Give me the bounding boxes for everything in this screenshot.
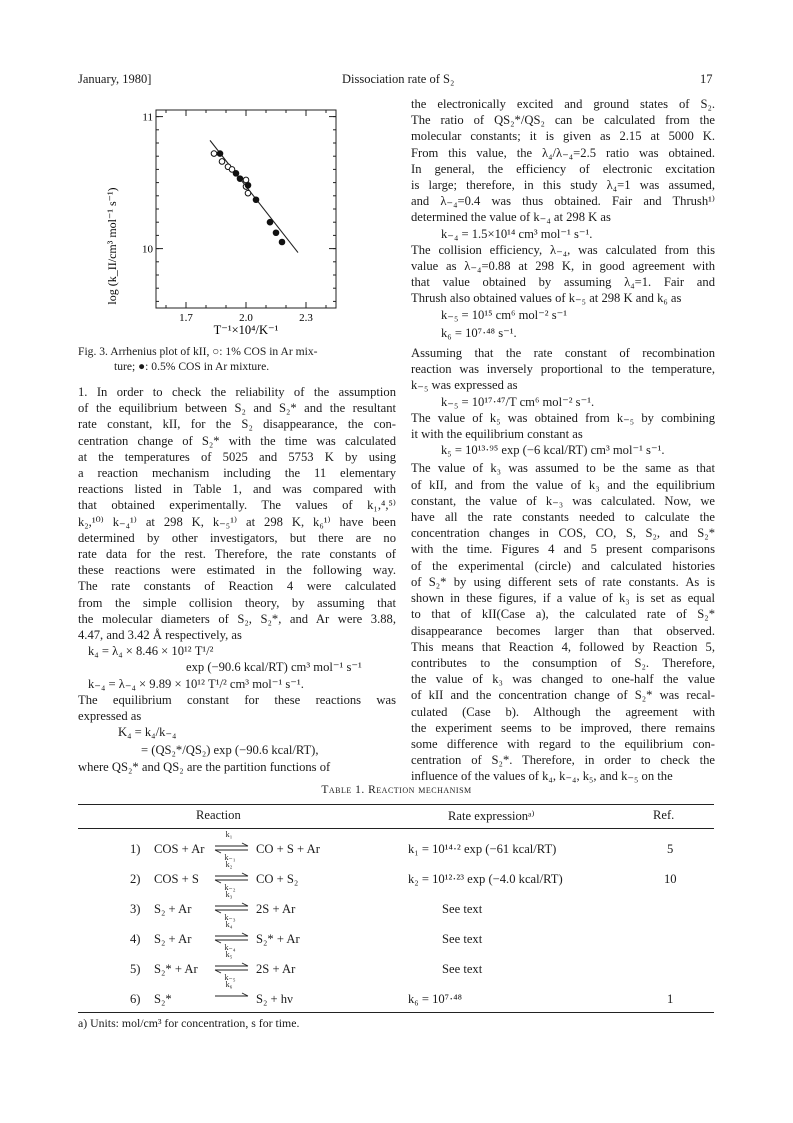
paragraph-line: of kII and the concentration change of S₂* was recal- <box>411 688 715 703</box>
products: 2S + Ar <box>256 902 296 916</box>
rate-expression: See text <box>442 962 483 976</box>
reaction-number: 1) <box>130 842 141 856</box>
paragraph-line: value as λ₋₄=0.88 at 298 K, in good agreement with <box>411 259 715 274</box>
forward-rate-label: k₄ <box>225 920 233 929</box>
paragraph-line: constant, the value of k₋₃ was calculated. Now, we <box>411 493 715 508</box>
filled-circle-point <box>233 171 239 177</box>
paragraph-line: 1. In order to check the reliability of the assumption <box>78 385 396 399</box>
paragraph-line: at the temperatures of 5025 and 5753 K by using <box>78 449 396 464</box>
rate-expression: k₆ = 10⁷·⁴⁸ <box>408 992 463 1006</box>
table-row <box>78 982 714 1012</box>
paragraph-line: contributes to the consumption of S₂. Therefore, <box>411 655 715 670</box>
paragraph-line: disappearance becomes larger than that observed. <box>411 623 715 638</box>
paragraph-line: some difference with regard to the equilibrium con- <box>411 736 715 751</box>
reactants: S₂* <box>154 992 172 1006</box>
paragraph-line: these reactions were estimated in the following way. <box>78 563 396 578</box>
products: S₂ + hν <box>256 992 293 1006</box>
open-circle-point <box>243 177 249 183</box>
paragraph-line: k₋₅ was expressed as <box>411 378 518 393</box>
paragraph-line: influence of the values of k₄, k₋₄, k₅, and k₋₅ on the <box>411 769 673 784</box>
paragraph-line: reaction was inversely proportional to the temperature, <box>411 362 715 377</box>
paragraph-line: The value of k₃ was assumed to be the same as that <box>411 461 715 476</box>
reference-number: 5 <box>667 842 674 856</box>
products: CO + S + Ar <box>256 842 320 856</box>
table-row <box>78 832 714 862</box>
filled-circle-point <box>245 182 251 188</box>
arrhenius-plot <box>78 96 378 341</box>
paragraph-line: a reaction mechanism including the 11 elementary <box>78 466 396 481</box>
paragraph-line: have all the rate constants needed to calculate the <box>411 510 715 525</box>
paragraph-line: determined by other investigators, but there are no <box>78 530 396 545</box>
paragraph-line: it with the equilibrium constant as <box>411 427 583 442</box>
paragraph-line: determined the value of k₋₄ at 298 K as <box>411 210 611 225</box>
figure-caption <box>78 344 398 374</box>
column-header: Reaction <box>196 808 241 822</box>
paragraph-line: The value of k₅ was obtained from k₋₅ by combining <box>411 410 715 425</box>
reaction-number: 3) <box>130 902 141 916</box>
filled-circle-point <box>279 239 285 245</box>
reference-number: 10 <box>664 872 677 886</box>
paragraph-line: to that of kII(Case a), the calculated rate of S₂* <box>411 607 715 622</box>
paragraph-line: rate data for the rest. Therefore, the rate constants of <box>78 547 396 562</box>
table-row <box>78 862 714 892</box>
paragraph-line: of kII, and from the value of k₃ and the equilibrium <box>411 477 715 492</box>
paragraph-line: From this value, the λ₄/λ₋₄=2.5 ratio was obtained. <box>411 145 715 160</box>
table-row <box>78 892 714 922</box>
open-circle-point <box>211 151 217 157</box>
forward-rate-label: k₅ <box>225 950 233 959</box>
x-tick-label: 2.3 <box>299 312 313 324</box>
rate-expression: See text <box>442 902 483 916</box>
equation: k₄ = λ₄ × 8.46 × 10¹² T¹/² <box>88 644 214 659</box>
page-number: 17 <box>700 72 713 86</box>
rate-expression: k₁ = 10¹⁴·² exp (−61 kcal/RT) <box>408 842 557 856</box>
forward-rate-label: k₃ <box>225 890 233 899</box>
products: S₂* + Ar <box>256 932 300 946</box>
paragraph-line: of the experimental (circle) and calculated histories <box>411 558 715 573</box>
equation: k₆ = 10⁷·⁴⁸ s⁻¹. <box>441 325 517 340</box>
filled-circle-point <box>267 219 273 225</box>
reactants: S₂* + Ar <box>154 962 198 976</box>
reference-number: 1 <box>667 992 674 1006</box>
reactants: COS + S <box>154 872 199 886</box>
x-axis-label: T⁻¹×10⁴/K⁻¹ <box>213 323 279 337</box>
products: 2S + Ar <box>256 962 296 976</box>
paragraph-line: culated (Case b). Although the agreement with <box>411 704 715 719</box>
paragraph-line: of the equilibrium between S₂ and S₂* and the resultant <box>78 401 396 416</box>
forward-rate-label: k₁ <box>225 830 233 839</box>
paragraph-line: where QS₂* and QS₂ are the partition functions of <box>78 759 331 774</box>
filled-circle-point <box>273 230 279 236</box>
paragraph-line: The collision efficiency, λ₋₄, was calculated from this <box>411 242 715 257</box>
paragraph-line: In general, the efficiency of electronic excitation <box>411 161 715 176</box>
equation: k₅ = 10¹³·⁹⁵ exp (−6 kcal/RT) cm³ mol⁻¹ s⁻¹. <box>441 443 665 458</box>
reaction-number: 5) <box>130 962 141 976</box>
running-header-title: Dissociation rate of S₂ <box>342 72 455 86</box>
reaction-number: 2) <box>130 872 141 886</box>
x-tick-label: 2.0 <box>239 312 253 324</box>
reactants: COS + Ar <box>154 842 205 856</box>
paragraph-line: shown in these figures, if a value of k₃ is set as equal <box>411 591 715 606</box>
paragraph-line: from the simple collision theory, by assuming that <box>78 595 396 610</box>
paragraph-line: centration of S₂*. Therefore, in order to check the <box>411 753 715 768</box>
caption-line: Fig. 3. Arrhenius plot of kII, ○: 1% COS in Ar mix- <box>78 345 318 358</box>
left-column <box>78 384 396 775</box>
paragraph-line: Assuming that the rate constant of recombination <box>411 346 715 361</box>
caption-line: ture; ●: 0.5% COS in Ar mixture. <box>114 360 270 373</box>
paragraph-line: that obtained experimentally. The values of k₁,⁴,⁵⁾ <box>78 498 396 513</box>
paragraph-line: The ratio of QS₂*/QS₂ can be calculated from the <box>411 113 715 128</box>
y-tick-label: 11 <box>142 111 153 124</box>
open-circle-point <box>245 190 251 196</box>
products: CO + S₂ <box>256 872 299 886</box>
rate-expression: k₂ = 10¹²·²³ exp (−4.0 kcal/RT) <box>408 872 563 886</box>
paragraph-line: The rate constants of Reaction 4 were calculated <box>78 579 396 594</box>
reactants: S₂ + Ar <box>154 902 192 916</box>
reaction-number: 6) <box>130 992 141 1006</box>
equation: k₋₄ = λ₋₄ × 9.89 × 10¹² T¹/² cm³ mol⁻¹ s⁻¹. <box>88 676 304 691</box>
paragraph-line: k₂,¹⁰⁾ k₋₄¹⁾ at 298 K, k₋₅¹⁾ at 298 K, k₆¹⁾ have been <box>78 514 396 529</box>
fit-line <box>210 140 298 252</box>
forward-arrow-icon <box>214 992 250 1004</box>
reverse-rate-label: k₋₅ <box>224 973 236 982</box>
equation: k₋₅ = 10¹⁵ cm⁶ mol⁻² s⁻¹ <box>441 307 568 322</box>
column-header: Ref. <box>653 808 675 822</box>
table-footnote: a) Units: mol/cm³ for concentration, s for time. <box>78 1016 300 1030</box>
paragraph-line: that value obtained by assuming λ₄=1. Fair and <box>411 275 715 290</box>
reverse-rate-label: k₋₂ <box>224 883 236 892</box>
paragraph-line: molecular constants; it is given as 2.15 at 5000 K. <box>411 129 715 144</box>
y-tick-label: 10 <box>142 243 153 256</box>
paragraph-line: The equilibrium constant for these reactions was <box>78 692 396 707</box>
reverse-rate-label: k₋₃ <box>224 913 236 922</box>
reaction-number: 4) <box>130 932 141 946</box>
paragraph-line: and λ₋₄=0.4 was thus obtained. Fair and Thrush¹⁾ <box>411 194 715 209</box>
paragraph-line: Thrush also obtained values of k₋₅ at 298 K and k₆ as <box>411 291 682 306</box>
paragraph-line: is large; therefore, in this study λ₄=1 was assumed, <box>411 178 715 193</box>
equation: K₄ = k₄/k₋₄ <box>118 725 177 740</box>
right-column <box>411 96 715 785</box>
running-header-date: January, 1980] <box>78 72 152 86</box>
paragraph-line: with the time. Figures 4 and 5 present comparisons <box>411 542 715 557</box>
table-row <box>78 952 714 982</box>
equation: k₋₄ = 1.5×10¹⁴ cm³ mol⁻¹ s⁻¹. <box>441 226 593 241</box>
filled-circle-point <box>253 197 259 203</box>
paragraph-line: the molecular diameters of S₂, S₂*, and Ar were 3.88, <box>78 611 396 626</box>
paragraph-line: the experiment seems to be improved, there remains <box>411 720 715 735</box>
reverse-rate-label: k₋₁ <box>224 853 236 862</box>
table-title: Table 1. Reaction mechanism <box>321 784 472 796</box>
paragraph-line: rate constant, kII, for the S₂ disappearance, the con- <box>78 417 396 432</box>
equation: = (QS₂*/QS₂) exp (−90.6 kcal/RT), <box>141 743 319 758</box>
paragraph-line: expressed as <box>78 709 142 724</box>
filled-circle-point <box>237 176 243 182</box>
reactants: S₂ + Ar <box>154 932 192 946</box>
y-axis-label: log (k_II/cm³ mol⁻¹ s⁻¹) <box>105 187 119 305</box>
plot-frame <box>156 110 336 308</box>
paragraph-line: of S₂* by using different sets of rate constants. As is <box>411 574 715 589</box>
paragraph-line: the electronically excited and ground states of S₂. <box>411 97 715 111</box>
column-header: Rate expressionᵃ⁾ <box>448 809 535 823</box>
equation: exp (−90.6 kcal/RT) cm³ mol⁻¹ s⁻¹ <box>186 660 362 675</box>
paragraph-line: This means that Reaction 4, followed by Reaction 5, <box>411 639 715 654</box>
equation: k₋₅ = 10¹⁷·⁴⁷/T cm⁶ mol⁻² s⁻¹. <box>441 394 595 409</box>
forward-rate-label: k₆ <box>225 980 233 989</box>
reverse-rate-label: k₋₄ <box>224 943 236 952</box>
paragraph-line: reactions listed in Table 1, and was compared with <box>78 482 396 497</box>
forward-rate-label: k₂ <box>225 860 233 869</box>
rate-expression: See text <box>442 932 483 946</box>
paragraph-line: concentration changes in COS, CO, S, S₂, and S₂* <box>411 526 715 541</box>
filled-circle-point <box>217 151 223 157</box>
x-tick-label: 1.7 <box>179 312 193 324</box>
paragraph-line: 4.47, and 3.42 Å respectively, as <box>78 628 242 643</box>
open-circle-point <box>219 159 225 165</box>
paragraph-line: the value of k₃ was changed to one-half the value <box>411 672 715 687</box>
paragraph-line: centration change of S₂* with the time was calculated <box>78 433 396 448</box>
table-row <box>78 922 714 952</box>
